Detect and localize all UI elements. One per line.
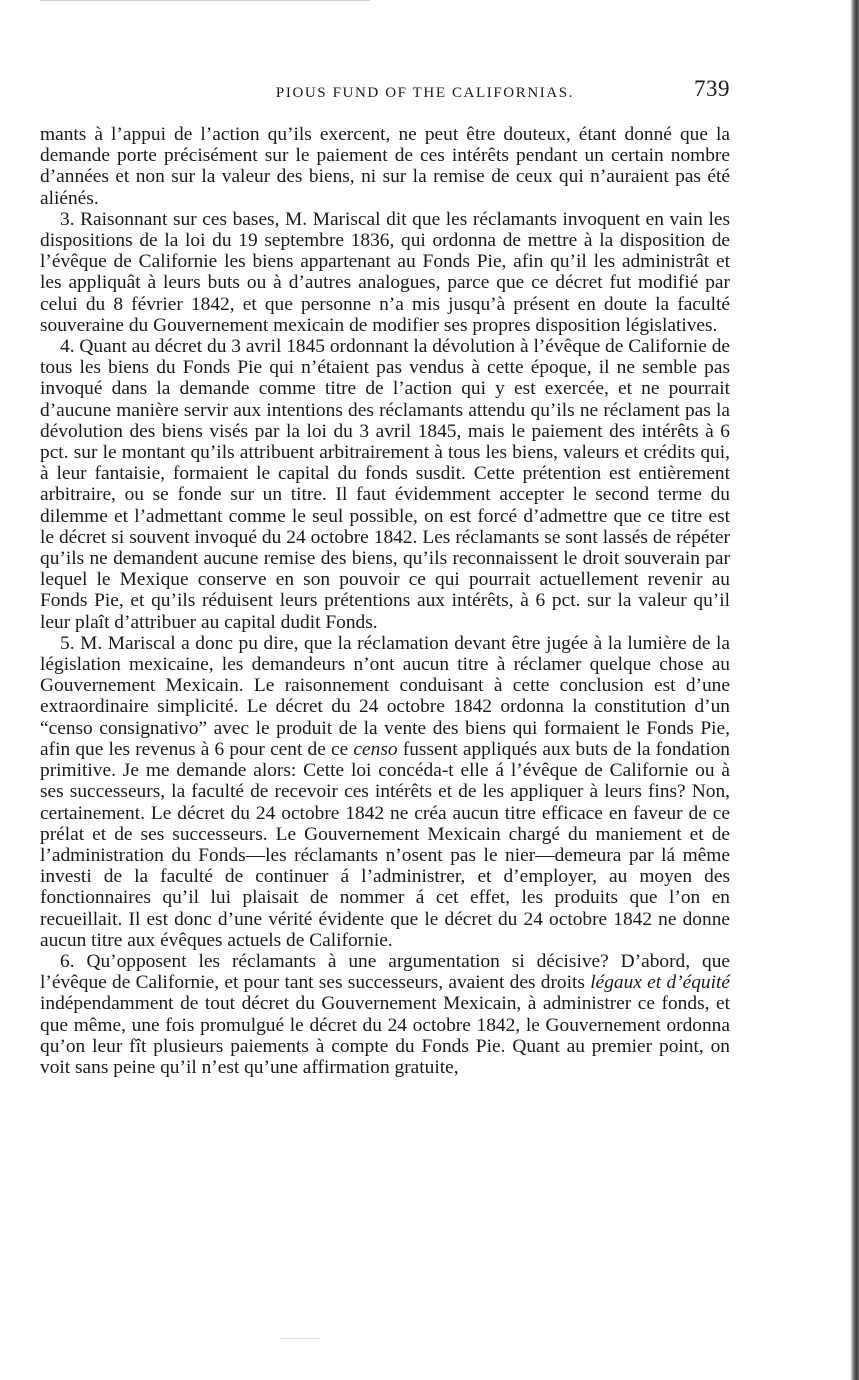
paragraph-5-italic: censo bbox=[353, 738, 398, 760]
paragraph-3: 3. Raisonnant sur ces bases, M. Mariscal dit que les réclamants invoquent en vain les dispositions de la loi du 19 septembre 1836, qui ordonna de mettre à la disposition de l’évêque de Californie les biens appartenant au Fonds Pie, afin qu’il les administrât et les appliquât à leurs buts ou à d’autres analogues, parce que ce décret fut modifié par celui du 8 février 1842, et que personne n’a mis jusqu’à présent en doute la faculté souveraine du Gouvernement mexicain de modifier ses propres disposition législatives. bbox=[40, 208, 730, 336]
page-number: 739 bbox=[694, 76, 730, 101]
paragraph-6 bbox=[40, 951, 730, 1078]
paragraph-5-text-b: fussent appliqués aux buts de la fondation primitive. Je me demande alors: Cette loi concéda-t elle á l’évêque de Californie ou à ses successeurs, la faculté de recevoir ces intérêts et de les appliquer à leurs fins? Non, certainement. Le décret du 24 octobre 1842 ne créa aucun titre efficace en faveur de ce prélat et de ses successeurs. Le Gouvernement Mexicain chargé du maniement et de l’administration du Fonds—les réclamants n’osent pas le nier—demeura par lá même investi de la faculté de continuer á l’administrer, et d’employer, au moyen des fonctionnaires qu’il lui plaisait de nommer á cet effet, les produits que l’on en recueillait. Il est donc d’une vérité évidente que le décret du 24 octobre 1842 ne donne aucun titre aux évêques actuels de Californie. bbox=[40, 738, 730, 951]
paragraph-5 bbox=[40, 633, 730, 951]
paragraph-6-text-a: 6. Qu’opposent les réclamants à une argumentation si décisive? D’abord, que l’évêque de Californie, et pour tant ses successeurs, avaient des droits bbox=[40, 950, 730, 994]
paragraph-continued: mants à l’appui de l’action qu’ils exercent, ne peut être douteux, étant donné que la demande porte précisément sur le paiement de ces intérêts pendant un certain nombre d’années et non sur la valeur des biens, ni sur la remise de ceux qui n’auraient pas été aliénés. bbox=[40, 124, 730, 209]
running-title: PIOUS FUND OF THE CALIFORNIAS. bbox=[275, 85, 575, 101]
body-text bbox=[40, 124, 730, 1078]
page-header bbox=[40, 76, 730, 106]
paragraph-5-text-a: 5. M. Mariscal a donc pu dire, que la réclamation devant être jugée à la lumière de la législation mexicaine, les demandeurs n’ont aucun titre à réclamer quelque chose au Gouvernement Mexicain. Le raisonnement conduisant à cette conclusion est d’une extraordinaire simplicité. Le décret du 24 octobre 1842 ordonna la constitution d’un “censo consignativo” avec le produit de la vente des biens qui formaient le Fonds Pie, afin que les revenus à 6 pour cent de ce bbox=[40, 632, 730, 760]
paragraph-4: 4. Quant au décret du 3 avril 1845 ordonnant la dévolution à l’évêque de Californie de tous les biens du Fonds Pie qui n’étaient pas vendus à cette époque, il ne semble pas invoqué dans la demande comme titre de l’action qui y est exercée, et ne pourrait d’aucune manière servir aux intentions des réclamants attendu qu’ils ne réclament pas la dévolution des biens visés par la loi du 3 avril 1845, mais le paiement des intérêts à 6 pct. sur le montant qu’ils attribuent arbitrairement à tous les biens, valeurs et crédits qui, à leur fantaisie, formaient le capital du fonds susdit. Cette prétention est entièrement arbitraire, ou se fonde sur un titre. Il faut évidemment accepter le second terme du dilemme et l’admettant comme le seul possible, on est forcé d’admettre que ce titre est le décret si souvent invoqué du 24 octobre 1842. Les réclamants se sont lassés de répéter qu’ils ne demandent aucune remise des biens, qu’ils reconnaissent le droit souverain par lequel le Mexique conserve en son pouvoir ce qui pourrait actuellement revenir au Fonds Pie, et qu’ils réduisent leurs prétentions aux intérêts, à 6 pct. sur la valeur qu’il leur plaît d’attribuer au capital dudit Fonds. bbox=[40, 336, 730, 633]
top-edge-rule bbox=[40, 0, 370, 1]
paragraph-6-text-b: indépendamment de tout décret du Gouvernement Mexicain, à administrer ce fonds, et que même, une fois promulgué le décret du 24 octobre 1842, le Gouvernement ordonna qu’on leur fît plusieurs paiements à compte du Fonds Pie. Quant au premier point, on voit sans peine qu’il n’est qu’une affirmation gratuite, bbox=[40, 993, 730, 1078]
page-binding-edge bbox=[850, 0, 859, 1380]
paragraph-6-italic: légaux et d’équité bbox=[590, 972, 730, 994]
bottom-scan-mark bbox=[280, 1338, 320, 1339]
